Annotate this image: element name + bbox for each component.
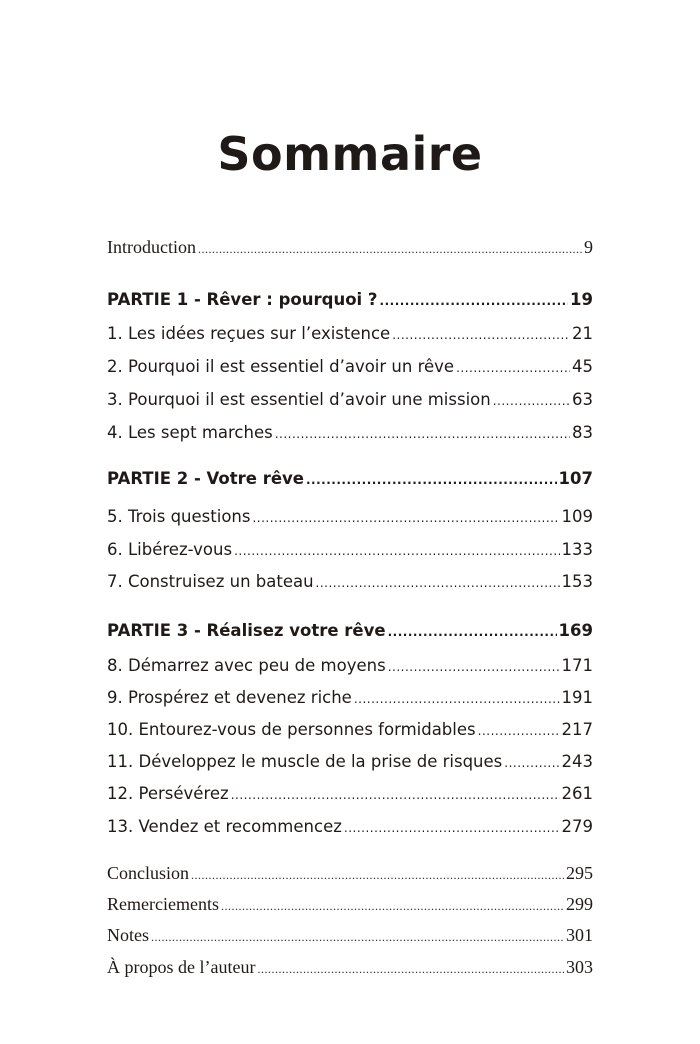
toc-entry-label: Conclusion (107, 863, 190, 883)
toc-entry-page: 63 (572, 390, 593, 409)
toc-chapter-10 (107, 716, 593, 744)
toc-entry-label: 11. Développez le muscle de la prise de risques (107, 752, 503, 771)
dot-leader (191, 861, 564, 889)
toc-entry-label: 8. Démarrez avec peu de moyens (107, 656, 386, 675)
toc-entry-label: 12. Persévérez (107, 784, 229, 803)
page-title: Sommaire (217, 127, 483, 181)
toc-entry-label: PARTIE 1 - Rêver : pourquoi ? (107, 290, 378, 309)
toc-entry-page: 301 (566, 925, 593, 945)
toc-entry-page: 279 (561, 817, 593, 836)
toc-chapter-4 (107, 419, 593, 447)
dot-leader (388, 618, 557, 646)
toc-entry-label: À propos de l’auteur (107, 957, 256, 977)
toc-entry-label: PARTIE 2 - Votre rêve (107, 469, 304, 488)
toc-entry-label: 3. Pourquoi il est essentiel d’avoir une mission (107, 390, 491, 409)
toc-entry-conclusion (107, 859, 593, 887)
dot-leader (392, 321, 570, 349)
toc-entry-label: Introduction (107, 237, 196, 257)
toc-entry-page: 303 (566, 957, 593, 977)
toc-entry-page: 217 (561, 720, 593, 739)
toc-entry-label: 6. Libérez-vous (107, 540, 233, 559)
dot-leader (493, 387, 570, 415)
toc-entry-page: 191 (561, 688, 593, 707)
toc-part-3 (107, 617, 593, 645)
toc-chapter-6 (107, 536, 593, 564)
dot-leader (257, 955, 564, 983)
toc-chapter-7 (107, 568, 593, 596)
dot-leader (198, 235, 582, 263)
toc-entry-label: 1. Les idées reçues sur l’existence (107, 324, 391, 343)
toc-entry-page: 45 (572, 357, 593, 376)
toc-entry-introduction (107, 233, 593, 261)
toc-entry-label: Notes (107, 925, 149, 945)
toc-entry-label: 13. Vendez et recommencez (107, 817, 342, 836)
toc-entry-label: 9. Prospérez et devenez riche (107, 688, 352, 707)
toc-entry-page: 169 (558, 621, 593, 640)
dot-leader (456, 354, 570, 382)
dot-leader (275, 420, 570, 448)
toc-chapter-8 (107, 652, 593, 680)
toc-entry-page: 21 (572, 324, 593, 343)
toc-entry-a-propos (107, 953, 593, 981)
toc-chapter-13 (107, 813, 593, 841)
dot-leader (380, 287, 569, 315)
toc-chapter-1 (107, 320, 593, 348)
toc-entry-page: 299 (566, 894, 593, 914)
toc-entry-page: 19 (570, 290, 593, 309)
toc-chapter-5 (107, 503, 593, 531)
toc-entry-label: 4. Les sept marches (107, 423, 273, 442)
toc-chapter-9 (107, 684, 593, 712)
toc-chapter-11 (107, 748, 593, 776)
toc-entry-page: 295 (566, 863, 593, 883)
toc-chapter-2 (107, 353, 593, 381)
dot-leader (221, 892, 564, 920)
toc-entry-notes (107, 921, 593, 949)
toc-entry-label: 2. Pourquoi il est essentiel d’avoir un rêve (107, 357, 455, 376)
toc-entry-label: 5. Trois questions (107, 507, 251, 526)
toc-entry-page: 243 (561, 752, 593, 771)
toc-entry-page: 133 (561, 540, 593, 559)
dot-leader (316, 569, 560, 597)
toc-chapter-12 (107, 780, 593, 808)
dot-leader (478, 717, 560, 745)
dot-leader (306, 466, 557, 494)
dot-leader (354, 685, 560, 713)
toc-entry-page: 107 (558, 469, 593, 488)
toc-entry-page: 9 (584, 237, 593, 257)
toc-entry-label: Remerciements (107, 894, 219, 914)
dot-leader (388, 653, 560, 681)
toc-chapter-3 (107, 386, 593, 414)
toc-entry-label: 10. Entourez-vous de personnes formidables (107, 720, 476, 739)
toc-entry-page: 261 (561, 784, 593, 803)
toc-entry-page: 171 (561, 656, 593, 675)
toc-entry-page: 83 (572, 423, 593, 442)
dot-leader (234, 537, 559, 565)
toc-entry-page: 153 (561, 572, 593, 591)
dot-leader (231, 781, 560, 809)
dot-leader (344, 814, 560, 842)
toc-part-1 (107, 286, 593, 314)
dot-leader (151, 923, 564, 951)
dot-leader (504, 749, 559, 777)
toc-part-2 (107, 465, 593, 493)
dot-leader (252, 504, 559, 532)
toc-entry-page: 109 (561, 507, 593, 526)
toc-entry-remerciements (107, 890, 593, 918)
toc-entry-label: PARTIE 3 - Réalisez votre rêve (107, 621, 386, 640)
toc-entry-label: 7. Construisez un bateau (107, 572, 314, 591)
